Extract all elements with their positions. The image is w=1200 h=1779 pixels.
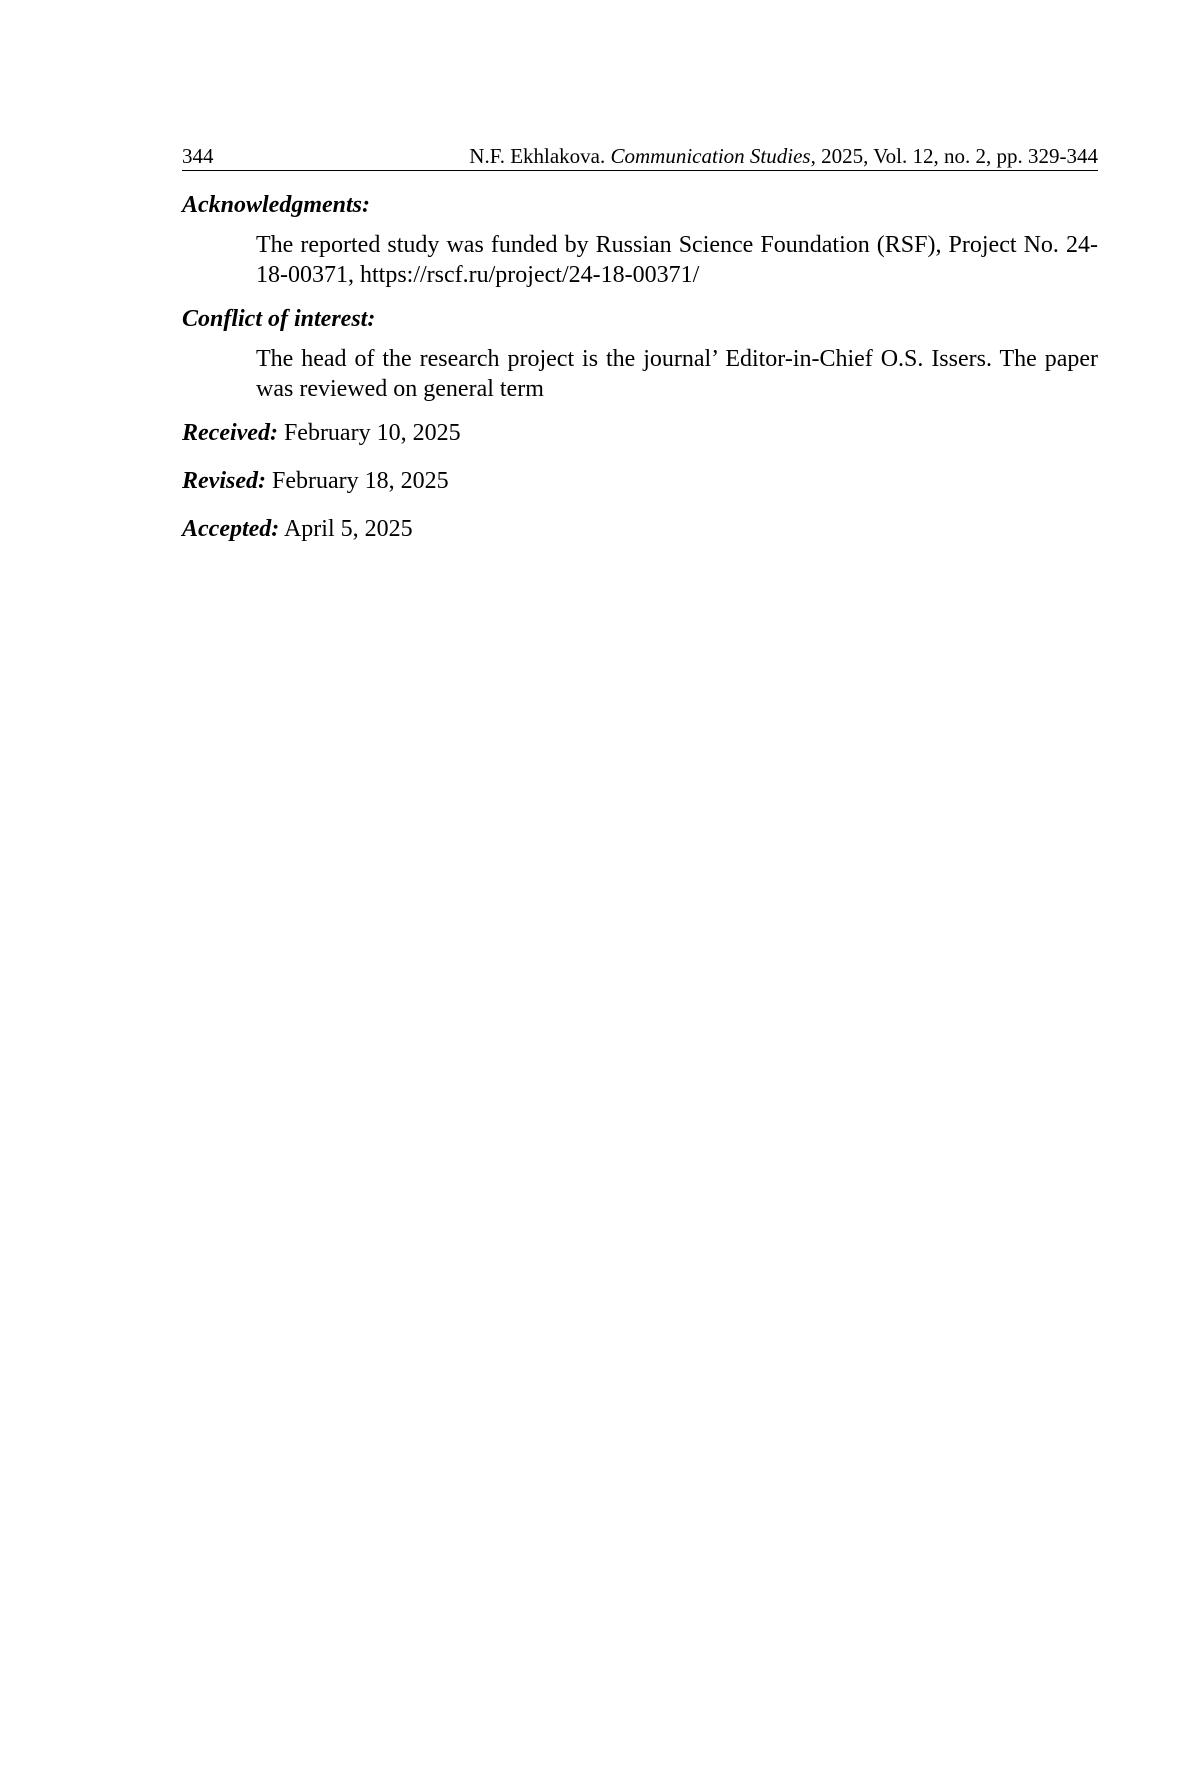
received-date-line (182, 418, 1098, 448)
running-header (182, 144, 1098, 171)
accepted-date-line (182, 514, 1098, 544)
conflict-of-interest-text: The head of the research project is the journal’ Editor-in-Chief O.S. Issers. The paper was reviewed on general term (256, 346, 1098, 402)
header-citation (469, 144, 1098, 168)
revised-date: February 18, 2025 (271, 468, 449, 494)
citation-author: N.F. Ekhlakova. (469, 144, 606, 168)
received-date: February 10, 2025 (283, 420, 461, 446)
received-label: Received: (182, 420, 278, 446)
conflict-of-interest-heading: Conflict of interest: (182, 306, 376, 332)
revised-date-line (182, 466, 1098, 496)
page-number: 344 (182, 144, 214, 168)
citation-journal: Communication Studies (610, 144, 811, 168)
accepted-date: April 5, 2025 (283, 516, 413, 542)
article-end-matter (182, 190, 1098, 544)
revised-label: Revised: (182, 468, 266, 494)
acknowledgments-heading: Acknowledgments: (182, 192, 371, 218)
accepted-label: Accepted: (182, 516, 280, 542)
citation-details: , 2025, Vol. 12, no. 2, pp. 329-344 (810, 144, 1098, 168)
acknowledgments-text: The reported study was funded by Russian Science Foundation (RSF), Project No. 24-18-00371, https://rscf.ru/project/24-18-00371/ (256, 232, 1098, 288)
